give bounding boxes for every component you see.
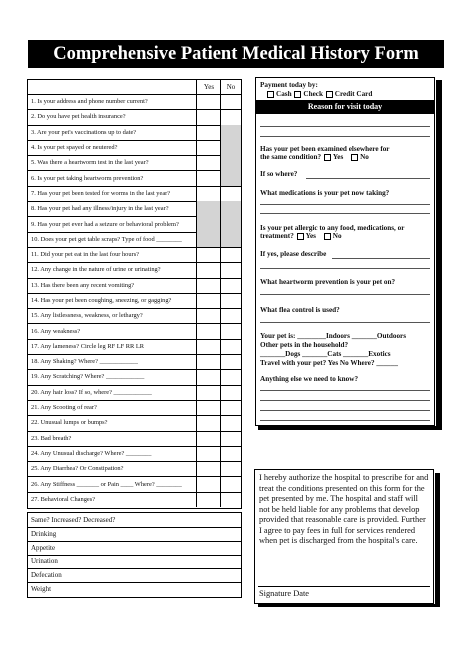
heartworm-line[interactable]: [260, 294, 430, 295]
yes-answer-cell[interactable]: [196, 262, 221, 277]
question-row: [28, 278, 241, 294]
question-row: [28, 385, 241, 401]
describe-line-2[interactable]: [260, 268, 430, 269]
notes-line-4[interactable]: [260, 420, 430, 421]
question-row: [28, 492, 241, 507]
medications-line-1[interactable]: [260, 204, 430, 205]
question-row: [28, 247, 241, 263]
examined-question-line2: [260, 153, 369, 161]
no-answer-cell[interactable]: [220, 461, 241, 476]
other-pets-question: Other pets in the household?: [260, 341, 349, 349]
examined-no-label: No: [360, 153, 369, 161]
question-row: [28, 400, 241, 416]
no-answer-cell[interactable]: [220, 94, 241, 109]
question-row: [28, 323, 241, 339]
no-answer-cell[interactable]: [220, 385, 241, 400]
medications-question: What medications is your pet now taking?: [260, 189, 390, 197]
heartworm-question: What heartworm prevention is your pet on?: [260, 278, 396, 286]
no-answer-cell[interactable]: [220, 278, 241, 293]
flea-question: What flea control is used?: [260, 306, 340, 314]
examined-no-checkbox[interactable]: [351, 154, 358, 161]
if-yes-describe-label: If yes, please describe: [260, 250, 327, 258]
no-answer-cell[interactable]: [220, 339, 241, 354]
yes-answer-cell[interactable]: [196, 293, 221, 308]
flea-line[interactable]: [260, 322, 430, 323]
pet-location: Your pet is: ________Indoors _______Outdoors: [260, 332, 407, 340]
symptom-row: [28, 541, 241, 556]
question-row: [28, 415, 241, 431]
question-text: 5. Was there a heartworm test in the last year?: [31, 159, 149, 167]
yes-column-header: Yes: [196, 80, 221, 94]
no-answer-cell[interactable]: [220, 125, 241, 140]
question-text: 15. Any listlessness, weakness, or lethargy?: [31, 312, 143, 320]
allergic-question-text: treatment?: [260, 232, 294, 240]
question-row: [28, 94, 241, 110]
question-row: [28, 476, 241, 492]
allergic-yes-checkbox[interactable]: [297, 233, 304, 240]
yes-answer-cell[interactable]: [196, 446, 221, 461]
no-answer-cell[interactable]: [220, 201, 241, 216]
credit-card-checkbox[interactable]: [326, 91, 333, 98]
question-row: [28, 446, 241, 462]
reason-for-visit-header: Reason for visit today: [255, 100, 435, 114]
table-header: [28, 80, 241, 95]
no-answer-cell[interactable]: [220, 369, 241, 384]
question-text: 20. Any hair loss? If so, where? ____________: [31, 388, 152, 396]
signature-label: Signature Date: [259, 588, 310, 598]
question-text: 13. Has there been any recent vomiting?: [31, 281, 135, 289]
authorization-text: I hereby authorize the hospital to prescribe for and treat the conditions presented on this form for the pet presented by me. The hospital and staff will not be held liable for any problems that develop provided that reasonable care is provided. Further I agree to pay fees in full for services rendered when pet is discharged from the hospital's care.: [259, 473, 429, 545]
visit-info-panel: [255, 77, 435, 426]
question-text: 7. Has your pet been tested for worms in the last year?: [31, 189, 171, 197]
payment-label: Payment today by:: [260, 81, 318, 89]
check-label: Check: [303, 90, 323, 98]
yes-answer-cell[interactable]: [196, 308, 221, 323]
describe-line-1[interactable]: [332, 258, 430, 259]
examined-yes-checkbox[interactable]: [324, 154, 331, 161]
no-answer-cell[interactable]: [220, 186, 241, 201]
no-answer-cell[interactable]: [220, 232, 241, 247]
yes-answer-cell[interactable]: [196, 461, 221, 476]
no-answer-cell[interactable]: [220, 140, 241, 155]
question-row: [28, 140, 241, 156]
yes-answer-cell[interactable]: [196, 201, 221, 216]
no-answer-cell[interactable]: [220, 155, 241, 170]
cash-checkbox[interactable]: [267, 91, 274, 98]
pets-count-line: _______Dogs _______Cats _______Exotics: [260, 350, 391, 358]
question-text: 25. Any Diarrhea? Or Constipation?: [31, 465, 124, 473]
symptoms-table: [27, 512, 242, 598]
symptom-label: Appetite: [31, 543, 56, 552]
panel-shadow: [436, 80, 442, 429]
authorization-shadow: [435, 473, 440, 607]
question-row: [28, 293, 241, 309]
yes-answer-cell[interactable]: [196, 140, 221, 155]
no-answer-cell[interactable]: [220, 170, 241, 185]
travel-question: Travel with your pet? Yes No Where? ______: [260, 359, 398, 367]
yes-answer-cell[interactable]: [196, 431, 221, 446]
symptom-label: Drinking: [31, 529, 57, 538]
no-answer-cell[interactable]: [220, 492, 241, 507]
question-row: [28, 461, 241, 477]
question-text: 6. Is your pet taking heartworm prevention?: [31, 174, 144, 182]
allergic-question: Is your pet allergic to any food, medications, or: [260, 224, 405, 232]
question-text: 23. Bad breath?: [31, 434, 72, 442]
payment-options: [266, 90, 372, 98]
yes-answer-cell[interactable]: [196, 170, 221, 185]
panel-shadow-bottom: [258, 426, 442, 430]
yes-answer-cell[interactable]: [196, 476, 221, 491]
question-text: 17. Any lameness? Circle leg RF LF RR LR: [31, 342, 145, 350]
question-row: [28, 369, 241, 385]
cash-label: Cash: [276, 90, 292, 98]
question-text: 19. Any Scratching? Where? ____________: [31, 373, 145, 381]
question-row: [28, 339, 241, 355]
yes-answer-cell[interactable]: [196, 155, 221, 170]
yes-answer-cell[interactable]: [196, 415, 221, 430]
question-text: 27. Behavioral Changes?: [31, 495, 96, 503]
yes-answer-cell[interactable]: [196, 400, 221, 415]
yes-answer-cell[interactable]: [196, 232, 221, 247]
examined-yes-label: Yes: [332, 153, 344, 161]
authorization-box: [254, 469, 434, 604]
reason-line-1[interactable]: [260, 126, 430, 127]
no-answer-cell[interactable]: [220, 247, 241, 262]
no-answer-cell[interactable]: [220, 400, 241, 415]
credit-card-label: Credit Card: [334, 90, 373, 98]
form-title: Comprehensive Patient Medical History Form: [28, 40, 444, 68]
allergic-question-line2: [260, 232, 342, 240]
question-text: 14. Has your pet been coughing, sneezing, or gagging?: [31, 296, 172, 304]
notes-line-3[interactable]: [260, 410, 430, 411]
authorization-shadow-bottom: [258, 604, 440, 607]
no-answer-cell[interactable]: [220, 323, 241, 338]
yes-answer-cell[interactable]: [196, 354, 221, 369]
yes-answer-cell[interactable]: [196, 339, 221, 354]
no-answer-cell[interactable]: [220, 415, 241, 430]
question-text: 26. Any Stiffness _______ or Pain ____ Where? ________: [31, 480, 182, 488]
question-text: 2. Do you have pet health insurance?: [31, 113, 126, 121]
question-row: [28, 170, 241, 186]
symptom-row: [28, 527, 241, 542]
questionnaire-table: [27, 79, 242, 509]
question-row: [28, 308, 241, 324]
symptom-row: [28, 582, 241, 596]
no-answer-cell[interactable]: [220, 262, 241, 277]
symptoms-header: Same? Increased? Decreased?: [31, 516, 116, 524]
yes-answer-cell[interactable]: [196, 109, 221, 124]
check-checkbox[interactable]: [294, 91, 301, 98]
symptom-label: Defecation: [31, 571, 62, 580]
yes-answer-cell[interactable]: [196, 278, 221, 293]
question-text: 9. Has your pet ever had a seizure or behavioral problem?: [31, 220, 179, 228]
question-text: 24. Any Unusual discharge? Where? ________: [31, 449, 152, 457]
yes-answer-cell[interactable]: [196, 247, 221, 262]
yes-answer-cell[interactable]: [196, 186, 221, 201]
allergic-no-checkbox[interactable]: [324, 233, 331, 240]
no-answer-cell[interactable]: [220, 308, 241, 323]
no-answer-cell[interactable]: [220, 476, 241, 491]
yes-answer-cell[interactable]: [196, 492, 221, 507]
no-answer-cell[interactable]: [220, 216, 241, 231]
question-text: 8. Has your pet had any illness/injury in the last year?: [31, 205, 169, 213]
question-text: 4. Is your pet spayed or neutered?: [31, 144, 118, 152]
question-text: 10. Does your pet get table scraps? Type of food ________: [31, 235, 182, 243]
question-text: 12. Any change in the nature of urine or urinating?: [31, 266, 161, 274]
yes-answer-cell[interactable]: [196, 323, 221, 338]
yes-answer-cell[interactable]: [196, 125, 221, 140]
question-text: 11. Did your pet eat in the last four hours?: [31, 251, 140, 259]
yes-answer-cell[interactable]: [196, 385, 221, 400]
question-row: [28, 155, 241, 171]
symptom-row: [28, 568, 241, 583]
question-row: [28, 186, 241, 202]
question-text: 1. Is your address and phone number current?: [31, 98, 148, 106]
question-text: 21. Any Scooting of rear?: [31, 404, 97, 412]
if-so-where-label: If so where?: [260, 170, 298, 178]
question-row: [28, 431, 241, 447]
no-answer-cell[interactable]: [220, 354, 241, 369]
question-row: [28, 125, 241, 141]
signature-line[interactable]: [258, 586, 430, 587]
yes-answer-cell[interactable]: [196, 369, 221, 384]
no-answer-cell[interactable]: [220, 446, 241, 461]
anything-else-question: Anything else we need to know?: [260, 375, 359, 383]
yes-answer-cell[interactable]: [196, 216, 221, 231]
question-text: 18. Any Shaking? Where? ____________: [31, 358, 138, 366]
question-text: 22. Unusual lumps or bumps?: [31, 419, 108, 427]
no-column-header: No: [220, 80, 241, 94]
reason-line-2[interactable]: [260, 136, 430, 137]
symptom-row: [28, 555, 241, 570]
question-row: [28, 109, 241, 125]
symptom-label: Urination: [31, 557, 58, 566]
question-row: [28, 201, 241, 217]
question-text: 3. Are your pet's vaccinations up to date?: [31, 128, 137, 136]
symptoms-header-row: [28, 513, 241, 528]
no-answer-cell[interactable]: [220, 109, 241, 124]
question-row: [28, 354, 241, 370]
allergic-yes-label: Yes: [305, 232, 316, 240]
allergic-no-label: No: [332, 232, 342, 240]
question-text: 16. Any weakness?: [31, 327, 81, 335]
yes-answer-cell[interactable]: [196, 94, 221, 109]
notes-line-2[interactable]: [260, 400, 430, 401]
medications-line-2[interactable]: [260, 213, 430, 214]
question-row: [28, 232, 241, 248]
examined-question-text: the same condition?: [260, 153, 322, 161]
no-answer-cell[interactable]: [220, 431, 241, 446]
examined-question: Has your pet been examined elsewhere for: [260, 145, 390, 153]
question-row: [28, 262, 241, 278]
symptom-label: Weight: [31, 585, 52, 594]
no-answer-cell[interactable]: [220, 293, 241, 308]
if-so-where-line[interactable]: [306, 178, 430, 179]
question-row: [28, 216, 241, 232]
notes-line-1[interactable]: [260, 390, 430, 391]
